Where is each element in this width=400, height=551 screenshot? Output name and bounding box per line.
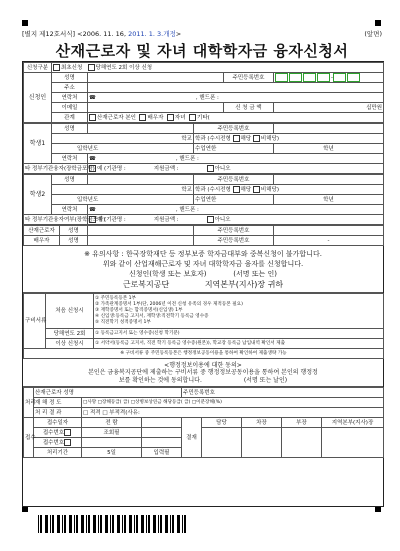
office-worker-rrn: 주민등록번호 <box>182 388 384 398</box>
first-apply-label: 최초신청 <box>61 64 83 71</box>
student1-table <box>23 123 384 174</box>
student2-name-label: 성명 <box>52 175 88 185</box>
barcode-bar <box>160 515 162 533</box>
office-sign-manager[interactable] <box>282 428 322 458</box>
documents-second-label: 당해연도 2회 <box>46 329 94 339</box>
office-sign-deputy[interactable] <box>242 428 282 458</box>
first-apply-checkbox[interactable] <box>53 64 60 71</box>
office-injury-options[interactable]: □사망 □장해등급( 급) □상병보상연금 해당등급( 급) □이분장해(%) <box>82 398 384 408</box>
barcode-bar <box>141 515 144 533</box>
worker-rrn-field[interactable] <box>274 226 384 236</box>
barcode-bar <box>38 515 39 533</box>
student1-rrn-label: 주민등록번호 <box>194 124 274 134</box>
documents-first-list: ① 주민등록등본 1부 ② 가족관계증명서 1부(단, 2006년 이전 신청 유족의 경우 제적등본 필요) ③ 재학증명서 또는 합격증명서(신입생) 1부 ④ 신입생:등록금 고지서, 재학생:직전학기 등록금 영수증 ⑤ 직전학기 성적증명서 1부 <box>94 294 384 329</box>
consent-title: <행정정보이용에 대한 동의> <box>164 362 242 369</box>
documents-repeat-label: 이상 신청시 <box>46 339 94 349</box>
spouse-rrn-field[interactable]: - <box>274 236 384 246</box>
student1-entry: 입학년도 <box>52 144 194 154</box>
apply-type-label: 신청구분 <box>24 63 52 73</box>
notice-recipient: 근로복지공단 지역본부(지사)장 귀하 <box>122 280 284 289</box>
relation-label: 관계 <box>52 113 88 123</box>
documents-repeat-item: ① 서약서(등록금 고지서, 직전 학기 등록금 영수증(원본)), 학교장 등록금 납입내역 확인서 제출 <box>94 339 384 349</box>
office-col-manager: 부장 <box>282 418 322 428</box>
barcode-bar <box>122 515 123 533</box>
revision-close: > <box>175 30 182 38</box>
student2-semester: 수업연한 <box>194 195 274 205</box>
student2-phone-field[interactable]: ☎ , 핸드폰 : <box>88 205 384 215</box>
email-label: 이메일 <box>52 103 88 113</box>
worker-rrn-label: 주민등록번호 <box>194 226 274 236</box>
form-title: 산재근로자 및 자녀 대학학자금 융자신청서 <box>55 42 349 60</box>
form-number: [별지 제12호서식] <2006. 11. 16, <box>22 30 127 38</box>
barcode-bar <box>153 515 156 533</box>
barcode-bar <box>112 515 114 533</box>
application-form <box>22 61 384 507</box>
consent-block <box>23 359 383 387</box>
office-injury-label: 재 해 정 도 <box>34 398 82 408</box>
documents-label: 구비서류 <box>24 294 46 349</box>
barcode-bar <box>148 515 150 533</box>
student2-grade: 학년 <box>274 195 384 205</box>
page-side: (앞면) <box>364 30 382 38</box>
barcode-bar <box>98 515 99 533</box>
barcode-bar <box>100 515 102 533</box>
applicant-name-label: 성명 <box>52 73 88 83</box>
applicant-rrn-boxes[interactable]: - <box>274 73 384 83</box>
address-field[interactable] <box>88 83 384 93</box>
student1-phone-label: 연락처 <box>52 154 88 164</box>
barcode-bar <box>45 515 48 533</box>
phone-field[interactable]: ☎ , 핸드폰 : <box>88 93 384 103</box>
office-recv-no2-cell: 접수번호 <box>34 438 82 448</box>
applicant-section: 신청인 <box>24 73 52 123</box>
worker-name-label: 성명 <box>60 226 88 236</box>
student2-name-field[interactable] <box>88 175 194 185</box>
barcode-bar <box>81 515 84 533</box>
student1-semester: 수업연한 <box>194 144 274 154</box>
student2-entry: 입학년도 <box>52 195 194 205</box>
office-input-check: 입력필 <box>142 448 182 458</box>
office-processing-table <box>23 387 384 458</box>
barcode-bar <box>50 515 51 533</box>
repeat-apply-label: 당해연도 2회 이상 신청 <box>95 64 153 71</box>
documents-first-label: 처음 신청시 <box>46 294 94 329</box>
documents-table <box>23 293 384 359</box>
notice-block <box>23 246 383 293</box>
barcode-bar <box>117 515 120 533</box>
barcode-bar <box>69 515 72 533</box>
applicant-table <box>23 62 384 123</box>
office-period-value: 5일 <box>82 448 142 458</box>
notice-signature-line: 신청인(학생 또는 보호자) (서명 또는 인) <box>129 270 277 278</box>
office-worker-name: 산재근로자 성명 <box>34 388 182 398</box>
office-col-staff: 담당 <box>202 418 242 428</box>
office-recv-date: 접수일자 <box>34 418 82 428</box>
office-recv-no-cell: 접수번호 <box>34 428 82 438</box>
student2-table <box>23 174 384 225</box>
barcode-bar <box>64 515 66 533</box>
applicant-rrn-label: 주민등록번호 <box>224 73 274 83</box>
office-approval: 결재 <box>182 418 202 458</box>
student2-rrn-label: 주민등록번호 <box>194 175 274 185</box>
revision-date: 2011. 1. 3.개정 <box>128 30 176 38</box>
student2-other-loan: 타 정부기관융자여부(장학금포함) <box>25 216 106 223</box>
barcode <box>38 515 188 533</box>
worker-label: 산재근로자 <box>24 226 60 236</box>
student1-rrn-field[interactable] <box>274 124 384 134</box>
student2-dept[interactable]: 학과 (수시전형 해당 비해당) <box>194 185 384 195</box>
office-period-label: 처리기간 <box>34 448 82 458</box>
office-side-process: 처리 <box>24 388 34 418</box>
spouse-name-field[interactable] <box>88 236 194 246</box>
notice-statement: 위와 같이 산업재해근로자 및 자녀 대학학자금 융자를 신청합니다. <box>102 260 304 268</box>
spouse-rrn-label: 주민등록번호 <box>194 236 274 246</box>
student1-grade: 학년 <box>274 144 384 154</box>
barcode-bar <box>129 515 132 533</box>
student1-phone-field[interactable]: ☎ , 핸드폰 : <box>88 154 384 164</box>
office-col-branch-head: 지역본부(지사)장 <box>322 418 384 428</box>
phone-label: 연락처 <box>52 93 88 103</box>
student2-other-loan-options[interactable]: 예 (기관명 : 지원금액 : 아니오 <box>88 215 384 225</box>
worker-table <box>23 225 384 246</box>
address-label: 주소 <box>52 83 88 93</box>
student2-phone-label: 연락처 <box>52 205 88 215</box>
barcode-bar <box>146 515 147 533</box>
student1-school: 학교 <box>52 134 194 144</box>
barcode-bar <box>134 515 135 533</box>
barcode-bar <box>88 515 90 533</box>
student1-name-label: 성명 <box>52 124 88 134</box>
barcode-bar <box>86 515 87 533</box>
registration-mark-tl <box>22 20 28 26</box>
repeat-apply-checkbox[interactable] <box>88 64 95 71</box>
relation-options[interactable]: 산재근로자 본인 배우자 자녀 기타( <box>88 113 384 123</box>
office-col-deputy: 차장 <box>242 418 282 428</box>
barcode-bar <box>57 515 60 533</box>
barcode-bar <box>93 515 96 533</box>
barcode-bar <box>62 515 63 533</box>
barcode-bar <box>136 515 138 533</box>
office-result-options[interactable]: □ 적격 □ 부적격(사유: <box>82 408 384 418</box>
student2-section: 학생2 <box>24 175 52 215</box>
office-recv-from: 전 람 <box>82 418 142 428</box>
student1-other-loan-options[interactable]: 예 (기관명 : 지원금액 : 아니오 <box>88 164 384 174</box>
student1-other-loan: 타 정부기관융자(장학금포함) <box>25 165 95 172</box>
barcode-bar <box>74 515 75 533</box>
form-header <box>22 29 382 38</box>
documents-footnote: ※ 구비서류 중 주민등록등본은 행정정보공동이용을 통하여 확인하여 제출생략 가능 <box>24 349 384 359</box>
barcode-bar <box>52 515 54 533</box>
office-side-receipt: 접수 <box>24 418 34 458</box>
email-field[interactable] <box>88 103 224 113</box>
office-sign-branch-head[interactable] <box>322 428 384 458</box>
student1-name-field[interactable] <box>88 124 194 134</box>
credit-label: 신 청 금 액 <box>224 103 274 113</box>
barcode-bar <box>184 515 186 533</box>
credit-unit: 십만원 <box>274 103 384 113</box>
barcode-bar <box>105 515 108 533</box>
office-recv-check: 조회필 <box>82 428 142 438</box>
student2-rrn-field[interactable] <box>274 175 384 185</box>
worker-name-field[interactable] <box>88 226 194 236</box>
spouse-label: 배우자 <box>24 236 60 246</box>
office-sign-staff[interactable] <box>202 428 242 458</box>
apply-type-options <box>52 63 384 73</box>
student1-section: 학생1 <box>24 124 52 164</box>
barcode-bar <box>40 515 42 533</box>
student2-school: 학교 <box>52 185 194 195</box>
barcode-bar <box>165 515 168 533</box>
barcode-bar <box>124 515 126 533</box>
phone-icon: ☎ <box>89 94 96 101</box>
barcode-bar <box>172 515 174 533</box>
barcode-bar <box>158 515 159 533</box>
consent-text1: 본인은 금융복지공단에 제출하는 구비서류 중 행정정보공동이용을 통하여 본인의 행정정 <box>88 369 318 376</box>
barcode-bar <box>177 515 180 533</box>
barcode-bar <box>170 515 171 533</box>
spouse-name-label: 성명 <box>60 236 88 246</box>
office-result-label: 처 리 결 과 <box>34 408 82 418</box>
notice-caution: ※ 유의사항 : 한국장학재단 등 정부보증 학자금대부와 중복신청이 불가합니다. <box>84 250 322 258</box>
registration-mark-tr <box>375 20 381 26</box>
barcode-bar <box>182 515 183 533</box>
applicant-name-field[interactable] <box>88 73 224 83</box>
student1-dept[interactable]: 학과 (수시전형 해당 비해당) <box>194 134 384 144</box>
barcode-bar <box>76 515 78 533</box>
barcode-bar <box>110 515 111 533</box>
documents-second-item: ① 등록금고지서 또는 영수증(신청 학기분) <box>94 329 384 339</box>
consent-text2-line: 보를 확인하는 것에 동의합니다. (서명 또는 날인) <box>118 377 288 384</box>
